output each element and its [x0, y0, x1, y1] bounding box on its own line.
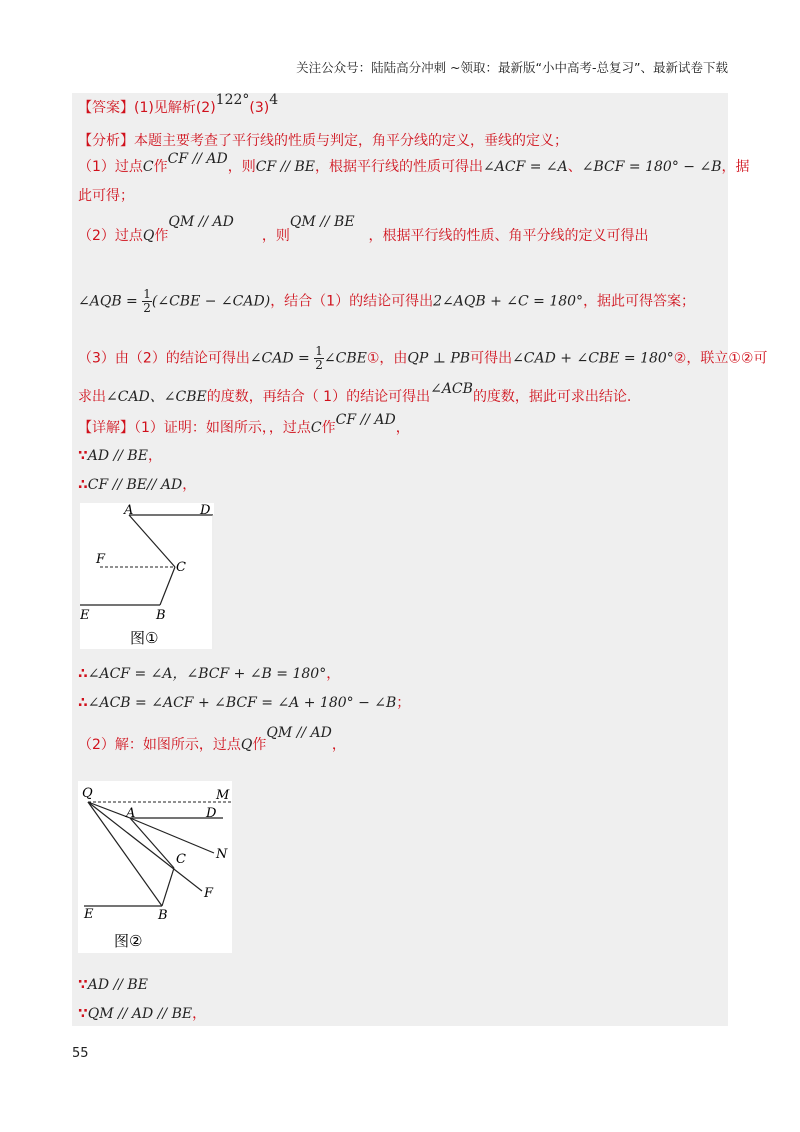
line-cb: [162, 868, 174, 906]
figure-1-diagram: [80, 503, 214, 649]
detail-l7: [78, 975, 148, 995]
line-an: [130, 818, 214, 853]
label-A: A: [124, 503, 134, 518]
detail-text: 作: [252, 737, 267, 753]
analysis-p3-math: QP ⊥ PB: [407, 350, 471, 367]
fraction-den: 2: [315, 358, 323, 372]
analysis-p3-math: ∠CAD + ∠CBE = 180°: [512, 350, 674, 367]
analysis-p1-math: ∠BCF = 180° − ∠B: [581, 159, 722, 175]
detail-math: AD // BE: [87, 448, 148, 464]
answer-tag: 【答案】: [78, 100, 134, 116]
analysis-p3-text: 求出: [78, 389, 106, 405]
detail-text: ；: [396, 695, 411, 711]
analysis-p1-math: CF // BE: [255, 159, 316, 175]
figure-2: [78, 781, 232, 953]
analysis-text: 本题主要考查了平行线的性质与判定，角平分线的定义，垂线的定义；: [134, 133, 568, 149]
analysis-p1-text: 作: [153, 159, 168, 175]
analysis-p2-math: (∠CBE − ∠CAD): [151, 293, 271, 310]
analysis-p2-text: ，根据平行线的性质、角平分线的定义可得出: [368, 228, 649, 244]
analysis-p2-math: 2∠AQB + ∠C = 180°: [433, 293, 584, 310]
analysis-p2-point: Q: [142, 228, 155, 244]
because-symbol: ∵: [78, 977, 88, 993]
detail-l6: [78, 725, 346, 755]
label-F: F: [204, 886, 214, 901]
detail-text: 作: [321, 420, 336, 436]
detail-text: ，: [147, 448, 162, 464]
therefore-symbol: ∴: [78, 477, 88, 493]
label-N: N: [216, 847, 228, 862]
analysis-p1-point: C: [142, 159, 154, 175]
answer-line: [78, 92, 279, 118]
fraction-den: 2: [143, 301, 151, 315]
detail-l3: [78, 475, 196, 495]
analysis-p3-cont: [78, 381, 632, 407]
label-D: D: [206, 806, 217, 821]
analysis-p3-math: ∠CAD、∠CBE: [106, 389, 207, 405]
because-symbol: ∵: [78, 1006, 88, 1022]
analysis-p1-text: 、: [567, 159, 582, 175]
analysis-p3: [78, 345, 767, 372]
detail-l4: [78, 664, 340, 684]
label-E: E: [84, 907, 94, 922]
therefore-symbol: ∴: [78, 666, 88, 682]
detail-math: QM // AD: [266, 725, 332, 741]
analysis-p2-text: （2）过点: [78, 228, 143, 244]
detail-text: ，: [331, 737, 346, 753]
analysis-p2-math: ∠AQB =: [78, 293, 143, 310]
detail-text: （1）证明：如图所示，，过点: [134, 420, 311, 436]
answer-mid: (3): [249, 100, 270, 116]
detail-math: QM // AD // BE: [87, 1006, 193, 1022]
analysis-tag: 【分析】: [78, 133, 134, 149]
analysis-p1-math: ∠ACF = ∠A: [483, 159, 568, 175]
answer-text: (1)见解析(2): [134, 100, 216, 116]
detail-text: ，: [192, 1006, 207, 1022]
page-number: 55: [72, 1046, 89, 1061]
fraction-num: 1: [315, 344, 323, 358]
label-M: M: [216, 788, 230, 803]
detail-l5: [78, 693, 410, 713]
analysis-p3-math: ∠CAD =: [249, 350, 315, 367]
analysis-p3-math: ∠CBE: [323, 350, 367, 367]
detail-l8: [78, 1004, 206, 1024]
analysis-p3-text: ①，由: [366, 350, 408, 367]
figure-2-diagram: [78, 781, 232, 953]
detail-text: ，: [326, 666, 341, 682]
because-symbol: ∵: [78, 448, 88, 464]
detail-l1: [78, 412, 410, 438]
analysis-intro: [78, 131, 568, 151]
analysis-p3-text: 可得出: [470, 350, 513, 367]
label-B: B: [158, 908, 168, 923]
analysis-p3-text: （3）由（2）的结论可得出: [78, 350, 250, 367]
line-qf: [88, 802, 202, 891]
analysis-p1-text: ，根据平行线的性质可得出: [315, 159, 484, 175]
analysis-p2: [78, 214, 649, 246]
detail-tag: 【详解】: [78, 420, 134, 436]
label-B: B: [156, 608, 166, 623]
analysis-p2-math: QM // BE: [289, 214, 355, 230]
fraction: [142, 288, 152, 315]
label-Q: Q: [82, 786, 93, 801]
detail-math: ∠ACB = ∠ACF + ∠BCF = ∠A + 180° − ∠B: [87, 695, 397, 711]
analysis-p2-text: 作: [154, 228, 169, 244]
analysis-p3-math: ∠ACB: [430, 381, 473, 397]
label-E: E: [80, 608, 90, 623]
answer-val2: 122°: [215, 92, 250, 108]
analysis-p3-text: 的度数，据此可求出结论.: [472, 389, 632, 405]
detail-l2: [78, 446, 162, 466]
figure-1: [80, 503, 214, 649]
detail-point: Q: [240, 737, 253, 753]
line-ac: [129, 515, 175, 567]
answer-val3: 4: [269, 92, 279, 108]
analysis-p1-end: 此可得；: [78, 188, 134, 204]
analysis-p3-text: ②，联立①②可: [673, 350, 768, 367]
fraction-num: 1: [143, 287, 151, 301]
detail-text: ，: [395, 420, 410, 436]
detail-point: C: [310, 420, 322, 436]
detail-text: ，: [182, 477, 197, 493]
page-header: 关注公众号：陆陆高分冲刺 ~领取：最新版“小中高考-总复习”、最新试卷下载: [296, 60, 728, 75]
label-A: A: [126, 806, 136, 821]
label-C: C: [176, 560, 186, 575]
analysis-p1-text: ，则: [227, 159, 256, 175]
analysis-p2-text: ，则: [261, 228, 290, 244]
analysis-p1-math: CF // AD: [167, 151, 228, 167]
label-D: D: [200, 503, 211, 518]
analysis-p1: [78, 151, 750, 177]
analysis-p2-text: ，结合（1）的结论可得出: [270, 293, 434, 310]
analysis-p2-math: QM // AD: [168, 214, 234, 230]
analysis-p2-cont: [78, 288, 695, 315]
figure-1-caption: 图①: [130, 629, 159, 647]
label-F: F: [96, 552, 106, 567]
analysis-p1-text: ，据: [721, 159, 750, 175]
therefore-symbol: ∴: [78, 695, 88, 711]
detail-math: CF // AD: [335, 412, 396, 428]
label-C: C: [176, 852, 186, 867]
detail-math: CF // BE// AD: [87, 477, 183, 493]
line-ac: [130, 818, 174, 868]
analysis-p2-text: ，据此可得答案；: [583, 293, 696, 310]
detail-math: AD // BE: [87, 977, 148, 993]
analysis-p1-text: （1）过点: [78, 159, 143, 175]
analysis-p3-text: 的度数，再结合（ 1）的结论可得出: [206, 389, 431, 405]
detail-math: ∠ACF = ∠A，∠BCF + ∠B = 180°: [87, 666, 327, 682]
fraction: [314, 345, 324, 372]
line-cb: [160, 567, 175, 605]
figure-2-caption: 图②: [114, 932, 143, 950]
detail-text: （2）解：如图所示，过点: [78, 737, 241, 753]
